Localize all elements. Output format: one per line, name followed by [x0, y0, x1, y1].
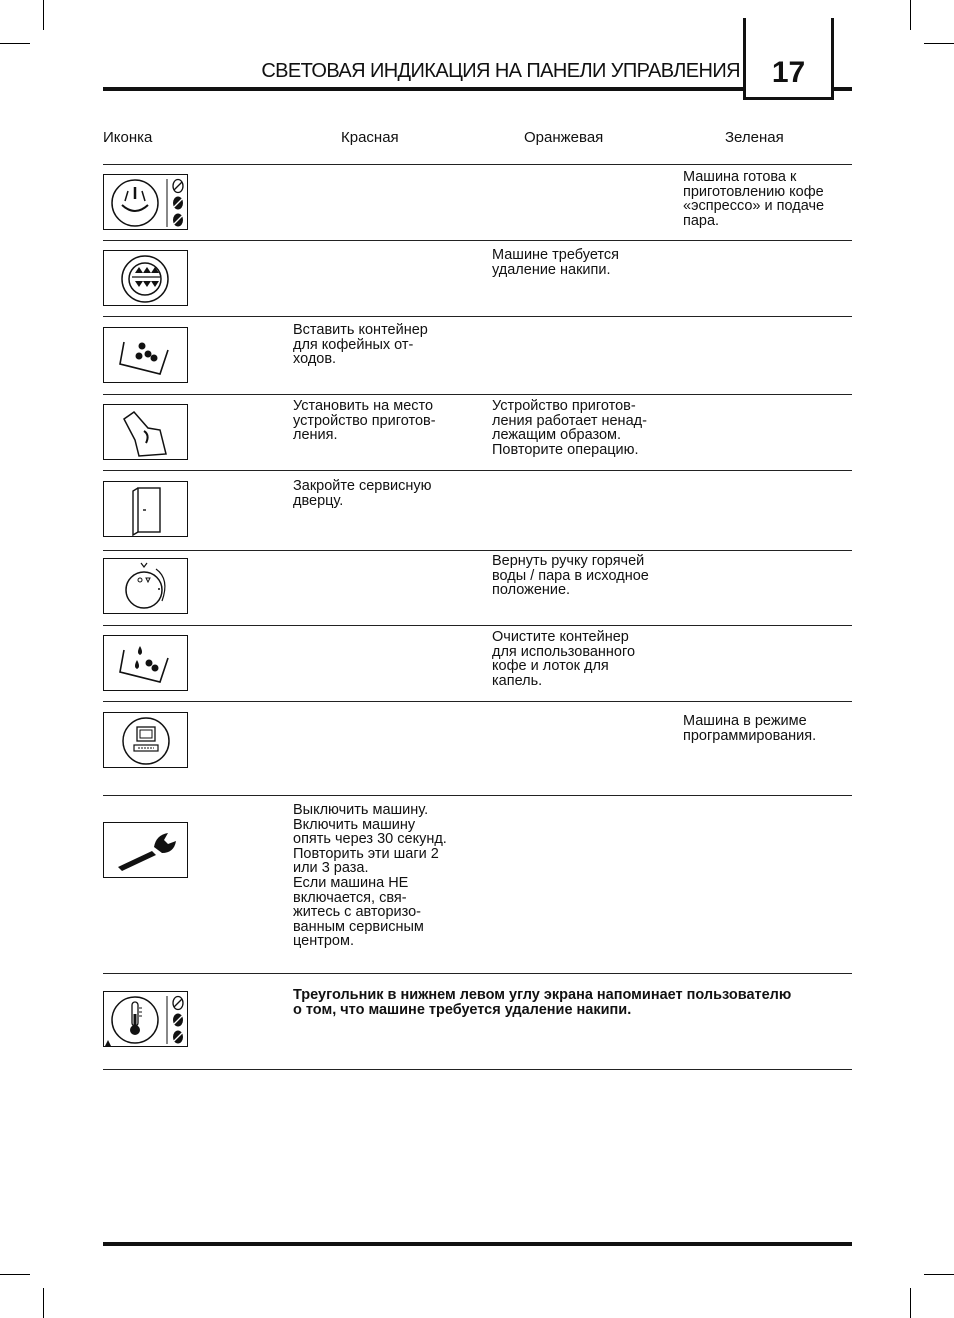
hot-water-steam-knob-icon: [103, 558, 188, 614]
page-number-box: [743, 18, 834, 100]
espresso-steam-ready-icon: [103, 174, 188, 230]
crop-mark: [924, 1274, 954, 1275]
row-divider: [103, 973, 852, 974]
row-divider: [103, 550, 852, 551]
crop-mark: [43, 0, 44, 30]
row-divider: [103, 795, 852, 796]
descaling-note-text: Треугольник в нижнем левом углу экрана напоминает пользователю о том, что машине требуется удаление накипи.: [293, 987, 792, 1018]
page-title: СВЕТОВАЯ ИНДИКАЦИЯ НА ПАНЕЛИ УПРАВЛЕНИЯ: [261, 60, 740, 82]
crop-mark: [910, 0, 911, 30]
row-4-red-text: Закройте сервисную дверцу.: [293, 478, 432, 509]
row-6-orange-text: Очистите контейнер для использованного кофе и лоток для капель.: [492, 629, 636, 689]
row-divider: [103, 701, 852, 702]
column-header-red: Красная: [341, 129, 399, 146]
footer-rule: [103, 1242, 852, 1246]
crop-mark: [0, 1274, 30, 1275]
row-divider: [103, 470, 852, 471]
crop-mark: [0, 43, 30, 44]
row-divider: [103, 625, 852, 626]
row-7-green-text: Машина в режиме программирования.: [683, 713, 817, 744]
row-divider: [103, 164, 852, 165]
row-divider: [103, 1069, 852, 1070]
crop-mark: [924, 43, 954, 44]
programming-mode-icon: [103, 712, 188, 768]
service-door-icon: [103, 481, 188, 537]
row-0-green-text: Машина готова к приготовлению кофе «эспрессо» и подаче пара.: [683, 169, 825, 229]
brewing-unit-icon: [103, 404, 188, 460]
row-8-red-text: Выключить машину. Включить машину опять через 30 секунд. Повторить эти шаги 2 или 3 раза. Если машина НЕ включается, свя- житесь с авторизо- ванным сервисным центром.: [293, 802, 447, 950]
row-divider: [103, 316, 852, 317]
row-2-red-text: Вставить контейнер для кофейных от- ходов.: [293, 322, 428, 368]
row-3-orange-text: Устройство приготов- ления работает ненад- лежащим образом. Повторите операцию.: [492, 398, 647, 458]
crop-mark: [910, 1288, 911, 1318]
coffee-grounds-container-icon: [103, 327, 188, 383]
empty-grounds-drip-tray-icon: [103, 635, 188, 691]
wrench-icon: [103, 822, 188, 878]
row-divider: [103, 240, 852, 241]
crop-mark: [43, 1288, 44, 1318]
page-number: 17: [771, 56, 806, 89]
row-1-orange-text: Машине требуется удаление накипи.: [492, 247, 619, 278]
descaling-icon: [103, 250, 188, 306]
row-divider: [103, 394, 852, 395]
header-rule: [103, 87, 852, 91]
row-3-red-text: Установить на место устройство приготов- ления.: [293, 398, 436, 444]
row-5-orange-text: Вернуть ручку горячей воды / пара в исходное положение.: [492, 553, 649, 599]
column-header-orange: Оранжевая: [524, 129, 604, 146]
column-header-icon: Иконка: [103, 129, 153, 146]
column-header-green: Зеленая: [725, 129, 784, 146]
thermometer-descaling-triangle-icon: [103, 991, 188, 1047]
